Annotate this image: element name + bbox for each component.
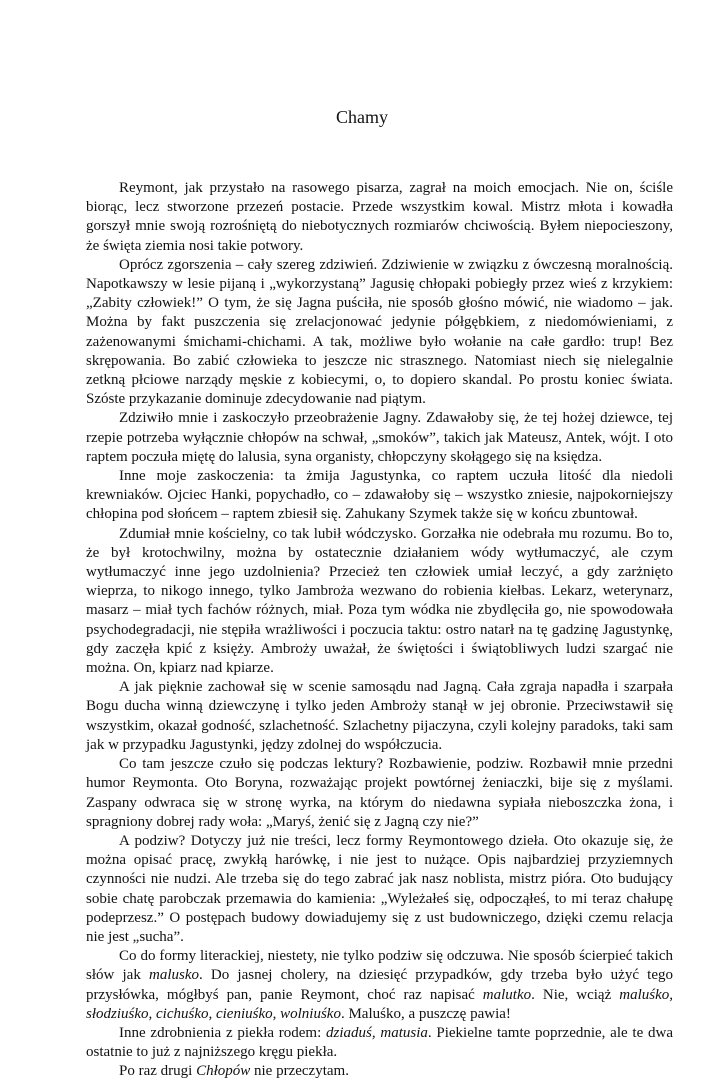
italic-run: maluśko, słodziuśko, cichuśko, cieniuśko, wolniuśko [86, 986, 673, 1022]
italic-run: dziaduś, matusia [326, 1024, 428, 1041]
text-run: . Maluśko, a puszczę pawia! [340, 1005, 511, 1022]
paragraph [86, 409, 673, 467]
paragraph [86, 525, 673, 679]
text-run: Po raz drugi [119, 1063, 197, 1080]
text-run: . Nie, wciąż [531, 986, 620, 1003]
text-run: Oprócz zgorszenia – cały szereg zdziwień. Zdziwienie w związku z ówczesną moralnością. Napotkawszy w lesie pijaną i „wykorzystaną” Jagusię chłopaki pobiegły przez wieś z krzykiem: „Zabity człowiek!” O tym, że się Jagna puściła, nie sposób głośno mówić, nie wiadomo – jak. Można by fakt puszczenia się zrelacjonować jedynie półgębkiem, z niedomówieniami, z zażenowanymi śmichami-chichami. A tak, możliwe było wołanie na całe gardło: trup! Bez skrępowania. Bo zabić człowieka to jeszcze nic strasznego. Natomiast niech się nielegalnie zetkną płciowe narządy męskie z kobiecymi, o, to dopiero skandal. Po prostu koniec świata. Szóste przykazanie dominuje zdecydowanie nad piątym. [86, 256, 673, 408]
italic-run: malusko [149, 967, 199, 984]
paragraph [86, 947, 673, 1024]
paragraph [86, 1062, 673, 1081]
text-run: Inne zdrobnienia z piekła rodem: [119, 1024, 327, 1041]
italic-run: Chłopów [196, 1063, 251, 1080]
paragraph [86, 256, 673, 410]
document-title: Chamy [336, 107, 388, 127]
text-run: Zdumiał mnie kościelny, co tak lubił wódczysko. Gorzałka nie odebrała mu rozumu. Bo to, że był krotochwilny, można by ostatecznie działaniem wódy wytłumaczyć, ale czym wytłumaczyć inne jego uzdolnienia? Przecież ten człowiek umiał leczyć, a gdy zarżnięto wieprza, to nikogo innego, tylko Jambroża wezwano do robienia kiełbas. Lekarz, weterynarz, masarz – miał tych fachów różnych, miał. Poza tym wódka nie zbydlęciła go, nie spowodowała psychodegradacji, nie stępiła wrażliwości i poczucia taktu: ostro natarł na tę gadzinę Jagustynkę, gdy zaczęła kpić z księży. Ambroży uważał, że świętości i świątobliwych ludzi szargać nie można. On, kpiarz nad kpiarze. [86, 525, 673, 677]
document-body [86, 179, 673, 1082]
paragraph [86, 678, 673, 755]
text-run: nie przeczytam. [250, 1063, 349, 1080]
text-run: Inne moje zaskoczenia: ta żmija Jagustynka, co raptem uczuła litość dla niedoli krewniaków. Ojciec Hanki, popychadło, co – zdawałoby się – wszystko zniesie, najpokorniejszy chłopina pod słońcem – raptem zbiesił się. Zahukany Szymek także się w końcu zbuntował. [86, 468, 673, 523]
text-run: Co do formy literackiej, niestety, nie tylko podziw się odczuwa. Nie sposób ścierpieć takich słów jak [86, 948, 673, 984]
paragraph [86, 1024, 673, 1062]
text-run: Reymont, jak przystało na rasowego pisarza, zagrał na moich emocjach. Nie on, ściśle biorąc, lecz stworzone przezeń postacie. Przede wszystkim kowal. Mistrz młota i kowadła gorszył mnie swoją rozrośniętą do niebotycznych rozmiarów chciwością. Byłem niepocieszony, że święta ziemia nosi takie potwory. [86, 180, 673, 254]
text-run: . Do jasnej cholery, na dziesięć przypadków, gdy trzeba było użyć tego przysłówka, mógłbyś pan, panie Reymont, choć raz napisać [86, 967, 673, 1003]
paragraph [86, 755, 673, 832]
text-run: A jak pięknie zachował się w scenie samosądu nad Jagną. Cała zgraja napadła i szarpała Bogu ducha winną dziewczynę i tylko jeden Ambroży stanął w jej obronie. Przeciwstawił się wszystkim, okazał godność, szlachetność. Szlachetny pijaczyna, czyli kolejny paradoks, taki sam jak w przypadku Jagustynki, jędzy zdolnej do współczucia. [86, 679, 673, 753]
text-run: Zdziwiło mnie i zaskoczyło przeobrażenie Jagny. Zdawałoby się, że tej hożej dziewce, tej rzepie potrzeba wyłącznie chłopów na schwał, „smoków”, takich jak Mateusz, Antek, wójt. I oto raptem poczuła miętę do lalusia, syna organisty, chłopczyny skołągego się na księdza. [86, 410, 673, 465]
text-run: Co tam jeszcze czuło się podczas lektury? Rozbawienie, podziw. Rozbawił mnie przedni humor Reymonta. Oto Boryna, rozważając projekt powtórnej żeniaczki, bije się z myślami. Zaspany odwraca się w stronę wyrka, na którym do niedawna sypiała nieboszczka żona, i spragniony dobrej rady woła: „Maryś, żenić się z Jagną czy nie?” [86, 756, 673, 830]
paragraph [86, 467, 673, 525]
text-run: A podziw? Dotyczy już nie treści, lecz formy Reymontowego dzieła. Oto okazuje się, że można opisać pracę, zwykłą harówkę, i nie jest to nużące. Opis najbardziej przyziemnych czynności nie nudzi. Ale trzeba się do tego zabrać jak nasz noblista, mistrz pióra. Oto budujący sobie chatę parobczak przemawia do kamienia: „Wyleżałeś się, odpocząłeś, to mi teraz chałupę podeprzesz.” O postępach budowy dowiadujemy się z ust budowniczego, dzięki czemu relacja nie jest „sucha”. [86, 832, 673, 945]
paragraph [86, 179, 673, 256]
italic-run: malutko [482, 986, 532, 1003]
text-run: . Piekielne tamte poprzednie, ale te dwa ostatnie to już z najniższego kręgu piekła. [86, 1024, 673, 1061]
paragraph [86, 832, 673, 947]
